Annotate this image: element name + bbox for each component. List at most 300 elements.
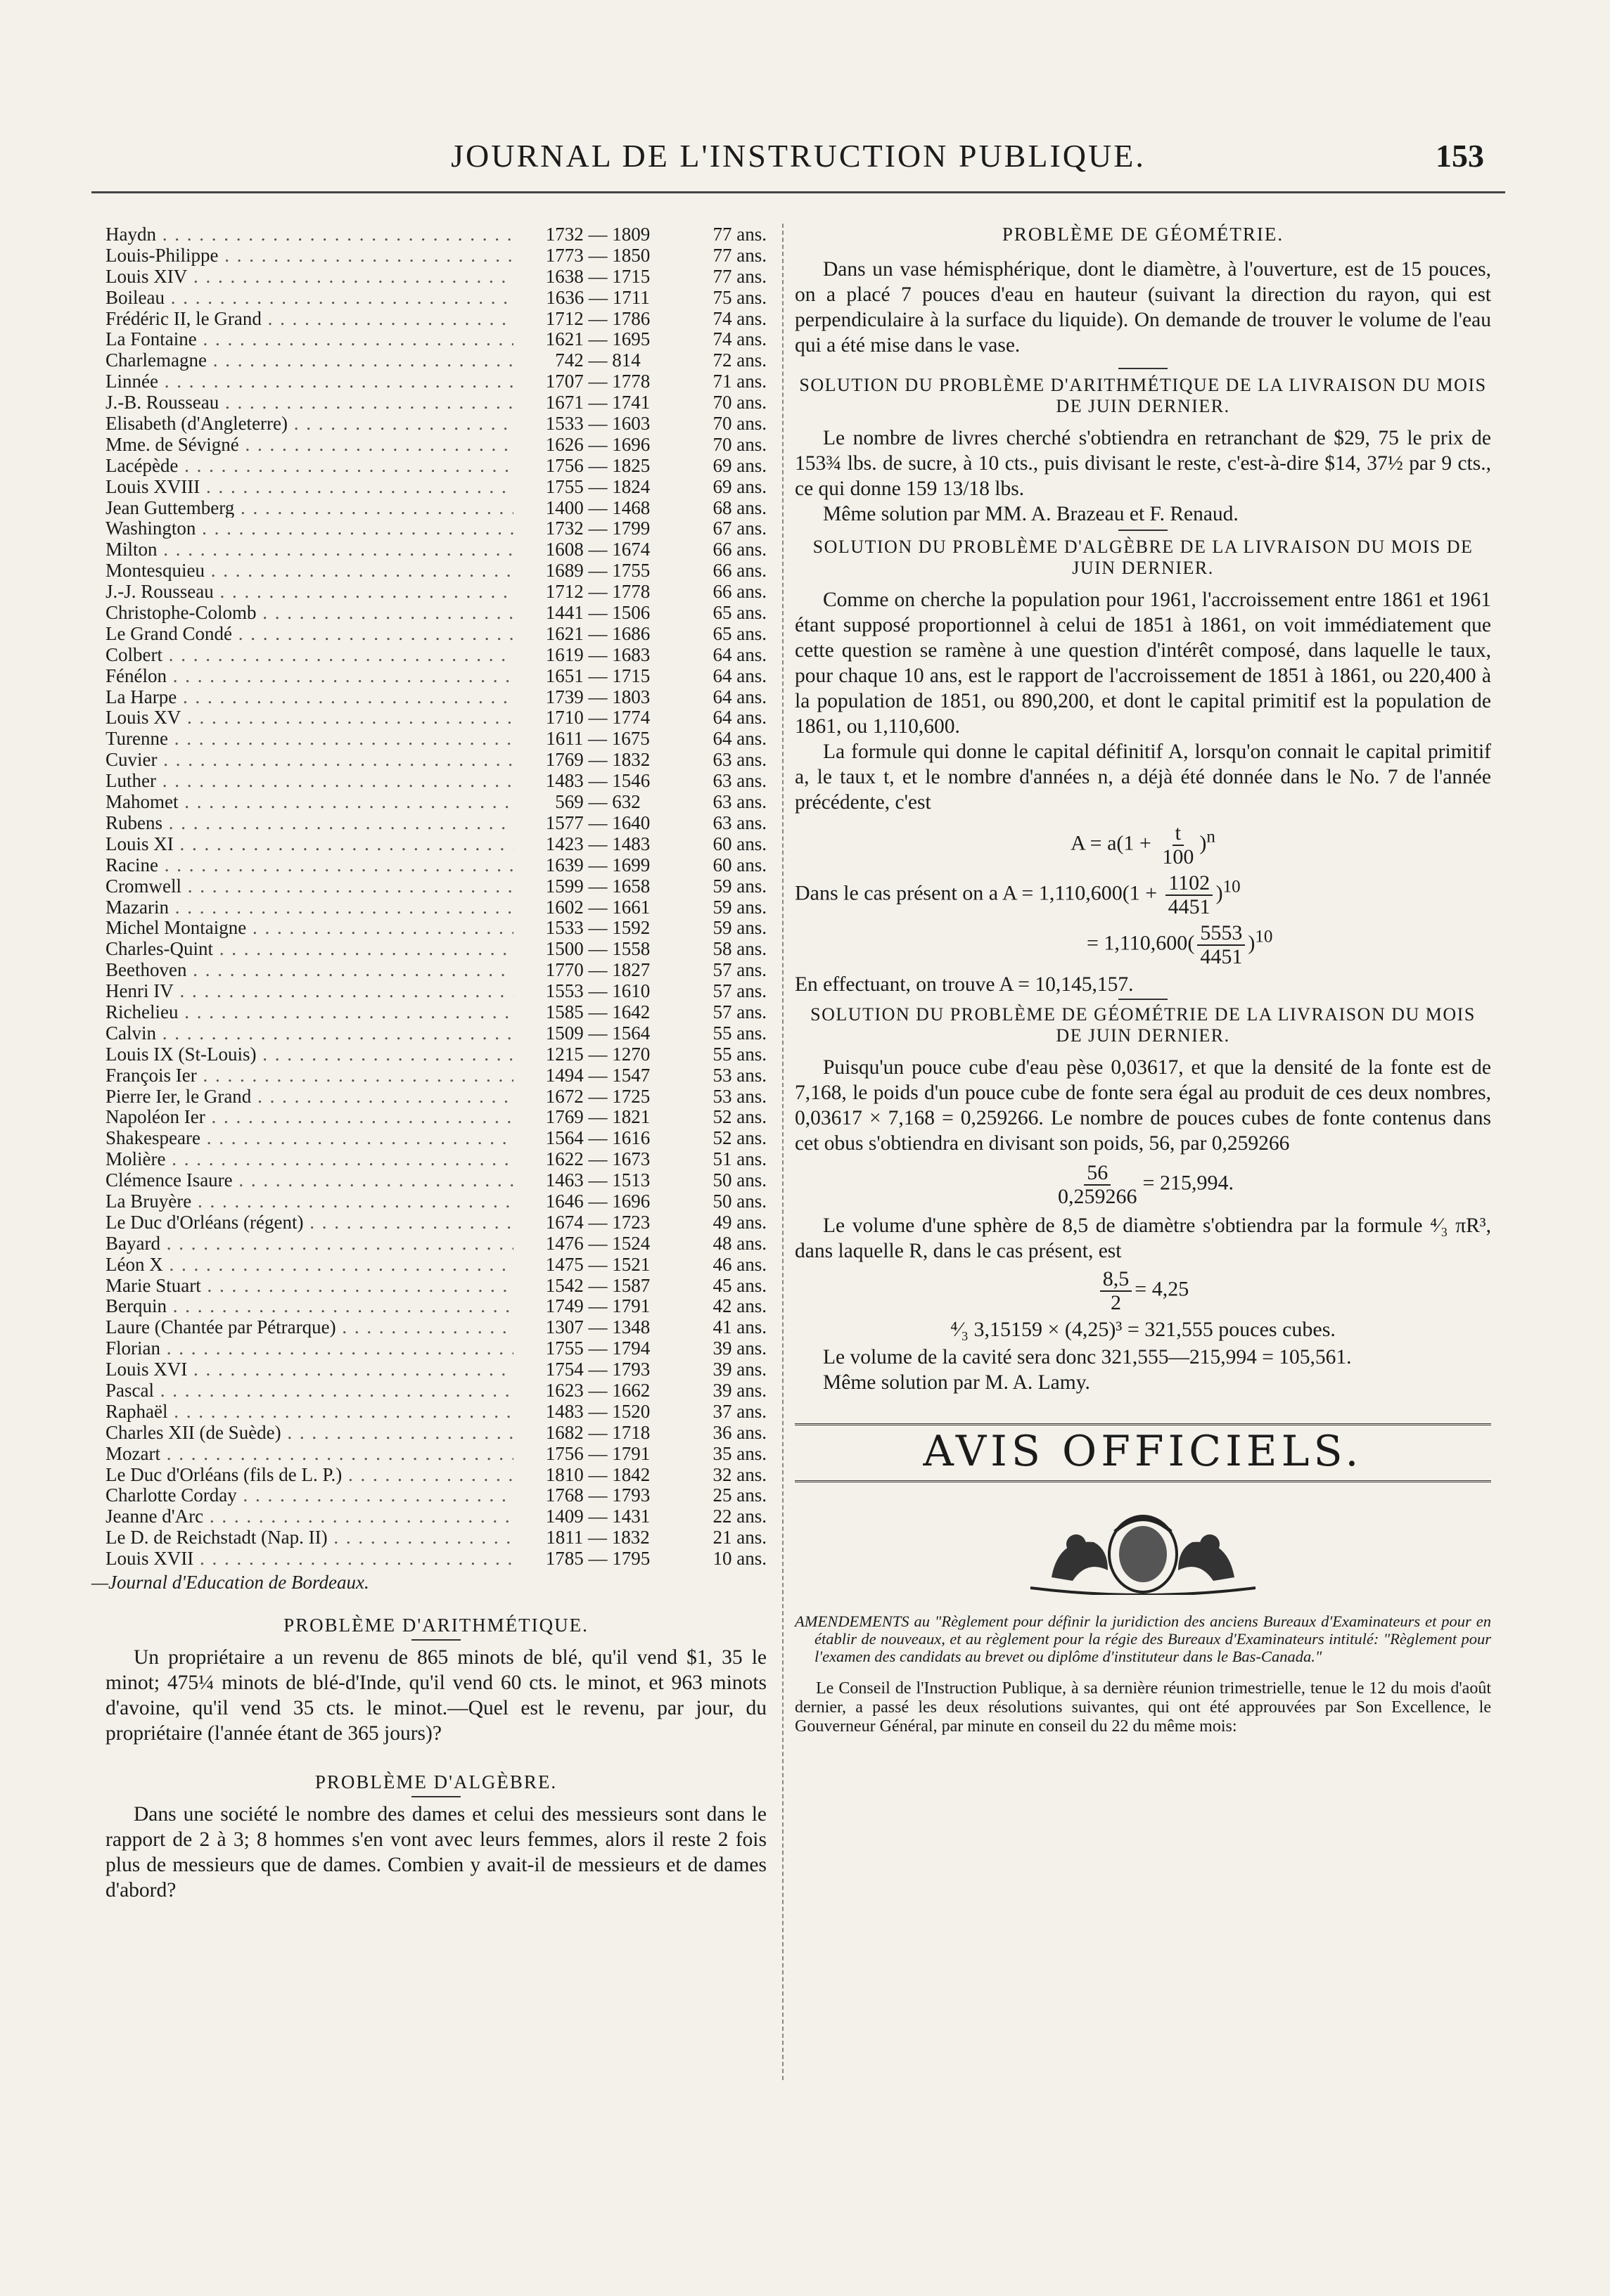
life-years: 1483 — 1520 xyxy=(545,1400,651,1422)
formula-cube-count: $\frac{56}{0,259266}$ = 215,994. xyxy=(1058,1161,1234,1208)
lifespan-source: —Journal d'Education de Bordeaux. xyxy=(91,1572,369,1593)
lifespan-row xyxy=(106,1275,767,1296)
life-years: 1542 — 1587 xyxy=(545,1274,651,1296)
person-name: Florian . . . xyxy=(106,1338,513,1359)
life-years: 1672 — 1725 xyxy=(545,1085,651,1107)
person-name: Christophe-Colomb . . . xyxy=(106,602,513,623)
age-at-death: 58 ans. xyxy=(713,938,767,960)
person-name: Raphaël . . . xyxy=(106,1401,513,1422)
person-name: Luther . . . xyxy=(106,770,513,791)
age-at-death: 77 ans. xyxy=(713,244,767,266)
person-name: La Bruyère . . . xyxy=(106,1191,513,1212)
arithmetic-problem-title: PROBLÈME D'ARITHMÉTIQUE. xyxy=(283,1615,589,1636)
person-name: Berquin . . . xyxy=(106,1295,513,1316)
geometry-solution-text-1: Puisqu'un pouce cube d'eau pèse 0,03617, et que la densité de la fonte est de 7,168, le poids d'un pouce cube de fonte sera égal au produit de ces deux nombres, 0,03617 × 7,168 = 0,259266. Le nombre de pouces cubes de fonte contenus dans cet obus s'obtiendra en divisant son poids, 56, par 0,259266 xyxy=(795,1056,1491,1155)
lifespan-row xyxy=(106,455,767,476)
age-at-death: 66 ans. xyxy=(713,581,767,603)
person-name: Milton . . . xyxy=(106,539,513,560)
person-name: Elisabeth (d'Angleterre) . . . xyxy=(106,413,513,434)
life-years: 1621 — 1686 xyxy=(545,622,651,644)
lifespan-row xyxy=(106,1044,767,1065)
formula-sphere-volume: ⁴⁄₃ 3,15159 × (4,25)³ = 321,555 pouces cubes. xyxy=(950,1318,1336,1341)
age-at-death: 35 ans. xyxy=(713,1442,767,1464)
person-name: Louis XVI . . . xyxy=(106,1359,513,1380)
lifespan-row xyxy=(106,392,767,413)
algebra-solution-text-1: Comme on cherche la population pour 1961, l'accroissement entre 1861 et 1961 étant supposé proportionnel à celui de 1851 à 1861, on voit immédiatement que cette question se ramène à une question d'intérêt composé, dans laquelle le taux, pour chaque 10 ans, est le rapport de l'accroissement de 1851 à 1861, ou 220,400 à la population de 1851, ou 890,200, et dont le capital primitif est la population de 1861, ou 1,110,600. xyxy=(795,589,1491,738)
age-at-death: 10 ans. xyxy=(713,1548,767,1569)
age-at-death: 55 ans. xyxy=(713,1022,767,1044)
lifespan-row xyxy=(106,266,767,287)
lifespan-row xyxy=(106,1548,767,1569)
amendments-notice: AMENDEMENTS au "Règlement pour définir la juridiction des anciens Bureaux d'Examinateurs et pour en établir de nouveaux, et au règlement pour la régie des Bureaux d'Examinateurs intitulé: "Règlement pour l'examen des candidats au brevet ou diplôme d'instituteur dans le Bas-Canada." xyxy=(795,1612,1491,1665)
lifespan-row xyxy=(106,917,767,938)
council-resolution-text: Le Conseil de l'Instruction Publique, à sa dernière réunion trimestrielle, tenue le 12 du mois d'août dernier, a passé les deux résolutions suivantes, qui ont été approuvées par Son Excellence, le Gouverneur Général, par minute en conseil du 22 du même mois: xyxy=(795,1679,1491,1736)
age-at-death: 39 ans. xyxy=(713,1359,767,1380)
life-years: 1623 — 1662 xyxy=(545,1379,651,1401)
person-name: Louis XI . . . xyxy=(106,833,513,854)
person-name: François Ier . . . xyxy=(106,1065,513,1086)
age-at-death: 63 ans. xyxy=(713,749,767,771)
age-at-death: 69 ans. xyxy=(713,475,767,497)
age-at-death: 74 ans. xyxy=(713,328,767,350)
life-years: 1476 — 1524 xyxy=(545,1232,651,1254)
life-years: 1577 — 1640 xyxy=(545,812,651,833)
life-years: 1712 — 1778 xyxy=(545,581,651,603)
person-name: Louis IX (St-Louis) . . . xyxy=(106,1044,513,1065)
person-name: La Harpe . . . xyxy=(106,686,513,707)
life-years: 1463 — 1513 xyxy=(545,1169,651,1191)
person-name: Le Grand Condé . . . xyxy=(106,623,513,644)
age-at-death: 70 ans. xyxy=(713,413,767,434)
age-at-death: 53 ans. xyxy=(713,1064,767,1086)
lifespan-row xyxy=(106,1127,767,1148)
avis-rule-bottom xyxy=(795,1480,1491,1482)
geometry-solution-text-3: Le volume de la cavité sera donc 321,555—215,994 = 105,561. xyxy=(823,1346,1352,1368)
age-at-death: 66 ans. xyxy=(713,539,767,560)
lifespan-row xyxy=(106,1359,767,1380)
header-rule xyxy=(91,191,1505,193)
life-years: 1621 — 1695 xyxy=(545,328,651,350)
age-at-death: 50 ans. xyxy=(713,1190,767,1212)
life-years: 1215 — 1270 xyxy=(545,1043,651,1065)
age-at-death: 42 ans. xyxy=(713,1295,767,1317)
lifespan-row xyxy=(106,644,767,665)
lifespan-row xyxy=(106,1148,767,1169)
algebra-solution-result: En effectuant, on trouve A = 10,145,157. xyxy=(795,973,1134,996)
lifespan-row xyxy=(106,812,767,833)
person-name: Laure (Chantée par Pétrarque) . . . xyxy=(106,1316,513,1338)
person-name: Mazarin . . . xyxy=(106,897,513,918)
person-name: Cromwell . . . xyxy=(106,876,513,897)
life-years: 1671 — 1741 xyxy=(545,392,651,413)
age-at-death: 52 ans. xyxy=(713,1127,767,1149)
life-years: 1773 — 1850 xyxy=(545,244,651,266)
person-name: Linnée . . . xyxy=(106,371,513,392)
person-name: Rubens . . . xyxy=(106,812,513,833)
age-at-death: 50 ans. xyxy=(713,1169,767,1191)
person-name: Louis XV . . . xyxy=(106,707,513,728)
lifespan-row xyxy=(106,728,767,749)
life-years: 1599 — 1658 xyxy=(545,875,651,897)
life-years: 1494 — 1547 xyxy=(545,1064,651,1086)
age-at-death: 74 ans. xyxy=(713,307,767,329)
lifespan-row xyxy=(106,623,767,644)
person-name: Charlemagne . . . xyxy=(106,349,513,371)
age-at-death: 75 ans. xyxy=(713,286,767,308)
algebra-problem-text: Dans une société le nombre des dames et celui des messieurs sont dans le rapport de 2 à 3; 8 hommes s'en vont avec leurs femmes, alors il reste 2 fois plus de messieurs que de dames. Combien y avait-il de messieurs et de dames d'abord? xyxy=(106,1803,767,1901)
person-name: Frédéric II, le Grand . . . xyxy=(106,308,513,329)
age-at-death: 68 ans. xyxy=(713,496,767,518)
section-rule xyxy=(411,1639,461,1641)
person-name: Boileau . . . xyxy=(106,287,513,308)
age-at-death: 63 ans. xyxy=(713,770,767,792)
age-at-death: 77 ans. xyxy=(713,265,767,287)
life-years: 569 — 632 xyxy=(555,791,641,812)
lifespan-row xyxy=(106,707,767,728)
lifespan-row xyxy=(106,1401,767,1422)
age-at-death: 48 ans. xyxy=(713,1232,767,1254)
lifespan-row xyxy=(106,518,767,539)
lifespan-row xyxy=(106,1464,767,1485)
age-at-death: 66 ans. xyxy=(713,560,767,582)
formula-radius: $\frac{8,5}{2}$ = 4,25 xyxy=(795,1268,1491,1314)
life-years: 1674 — 1723 xyxy=(545,1211,651,1233)
age-at-death: 39 ans. xyxy=(713,1379,767,1401)
person-name: Colbert . . . xyxy=(106,644,513,665)
life-years: 1409 — 1431 xyxy=(545,1506,651,1527)
age-at-death: 64 ans. xyxy=(713,665,767,686)
lifespan-row xyxy=(106,686,767,707)
person-name: J.-B. Rousseau . . . xyxy=(106,392,513,413)
section-rule xyxy=(1118,530,1168,531)
age-at-death: 64 ans. xyxy=(713,728,767,750)
person-name: Le Duc d'Orléans (régent) . . . xyxy=(106,1212,513,1233)
algebra-solution-text-2: La formule qui donne le capital définitif A, lorsqu'on connait le capital primitif a, le taux t, et le nombre d'années n, a déjà été donnée dans le No. 7 de l'année précédente, c'est xyxy=(795,740,1491,814)
lifespan-row xyxy=(106,897,767,918)
lifespan-row xyxy=(106,497,767,518)
life-years: 1500 — 1558 xyxy=(545,938,651,960)
life-years: 1754 — 1793 xyxy=(545,1359,651,1380)
person-name: Henri IV . . . xyxy=(106,980,513,1001)
life-years: 742 — 814 xyxy=(555,349,641,371)
age-at-death: 65 ans. xyxy=(713,622,767,644)
avis-officiels-heading: AVIS OFFICIELS. xyxy=(923,1427,1363,1476)
age-at-death: 41 ans. xyxy=(713,1316,767,1338)
lifespan-row xyxy=(106,1254,767,1275)
lifespan-row xyxy=(106,791,767,812)
algebra-solution-title: SOLUTION DU PROBLÈME D'ALGÈBRE DE LA LIVRAISON DU MOIS DE JUIN DERNIER. xyxy=(812,537,1474,578)
arithmetic-solution-title: SOLUTION DU PROBLÈME D'ARITHMÉTIQUE DE LA LIVRAISON DU MOIS DE JUIN DERNIER. xyxy=(799,375,1487,416)
life-years: 1608 — 1674 xyxy=(545,539,651,560)
age-at-death: 59 ans. xyxy=(713,917,767,939)
age-at-death: 59 ans. xyxy=(713,875,767,897)
life-years: 1785 — 1795 xyxy=(545,1548,651,1569)
life-years: 1533 — 1603 xyxy=(545,413,651,434)
column-divider xyxy=(782,224,784,2080)
life-years: 1509 — 1564 xyxy=(545,1022,651,1044)
age-at-death: 60 ans. xyxy=(713,854,767,876)
lifespan-row xyxy=(106,328,767,349)
person-name: Fénélon . . . xyxy=(106,665,513,686)
life-years: 1755 — 1794 xyxy=(545,1338,651,1359)
right-column xyxy=(795,224,1491,1736)
life-years: 1475 — 1521 xyxy=(545,1253,651,1275)
age-at-death: 77 ans. xyxy=(713,224,767,245)
lifespan-row xyxy=(106,770,767,791)
lifespan-row xyxy=(106,224,767,245)
journal-title: JOURNAL DE L'INSTRUCTION PUBLIQUE. xyxy=(451,138,1146,174)
person-name: Charlotte Corday . . . xyxy=(106,1484,513,1506)
age-at-death: 64 ans. xyxy=(713,643,767,665)
lifespan-row xyxy=(106,413,767,434)
age-at-death: 63 ans. xyxy=(713,791,767,812)
life-years: 1651 — 1715 xyxy=(545,665,651,686)
lifespan-row xyxy=(106,1022,767,1044)
person-name: Bayard . . . xyxy=(106,1233,513,1254)
section-rule xyxy=(1118,999,1168,1000)
life-years: 1712 — 1786 xyxy=(545,307,651,329)
lifespan-row xyxy=(106,749,767,770)
lifespan-row xyxy=(106,1422,767,1443)
life-years: 1441 — 1506 xyxy=(545,602,651,623)
life-years: 1739 — 1803 xyxy=(545,686,651,707)
person-name: Turenne . . . xyxy=(106,728,513,749)
age-at-death: 64 ans. xyxy=(713,707,767,729)
age-at-death: 70 ans. xyxy=(713,433,767,455)
running-header xyxy=(91,137,1505,186)
lifespan-row xyxy=(106,245,767,266)
lifespan-row xyxy=(106,1169,767,1191)
age-at-death: 57 ans. xyxy=(713,1001,767,1022)
person-name: Richelieu . . . xyxy=(106,1001,513,1022)
lifespan-row xyxy=(106,1212,767,1233)
geometry-solution-title: SOLUTION DU PROBLÈME DE GÉOMÉTRIE DE LA LIVRAISON DU MOIS DE JUIN DERNIER. xyxy=(810,1004,1476,1046)
person-name: Le D. de Reichstadt (Nap. II) . . . xyxy=(106,1527,513,1548)
lifespan-row xyxy=(106,833,767,854)
lifespan-row xyxy=(106,560,767,581)
age-at-death: 72 ans. xyxy=(713,349,767,371)
lifespan-row xyxy=(106,1338,767,1359)
person-name: Louis-Philippe . . . xyxy=(106,245,513,266)
age-at-death: 39 ans. xyxy=(713,1338,767,1359)
person-name: Pascal . . . xyxy=(106,1380,513,1401)
person-name: Shakespeare . . . xyxy=(106,1127,513,1148)
lifespan-row xyxy=(106,476,767,497)
lifespan-row xyxy=(106,1527,767,1548)
life-years: 1602 — 1661 xyxy=(545,896,651,918)
lifespan-row xyxy=(106,539,767,560)
age-at-death: 37 ans. xyxy=(713,1400,767,1422)
lifespan-row xyxy=(106,876,767,897)
age-at-death: 49 ans. xyxy=(713,1211,767,1233)
lifespan-row xyxy=(106,602,767,623)
age-at-death: 57 ans. xyxy=(713,980,767,1001)
person-name: J.-J. Rousseau . . . xyxy=(106,581,513,602)
life-years: 1682 — 1718 xyxy=(545,1421,651,1443)
age-at-death: 55 ans. xyxy=(713,1043,767,1065)
life-years: 1646 — 1696 xyxy=(545,1190,651,1212)
person-name: Mme. de Sévigné . . . xyxy=(106,434,513,455)
lifespan-row xyxy=(106,854,767,876)
age-at-death: 60 ans. xyxy=(713,833,767,854)
life-years: 1811 — 1832 xyxy=(546,1527,650,1548)
person-name: Cuvier . . . xyxy=(106,749,513,770)
life-years: 1707 — 1778 xyxy=(545,371,651,392)
lifespan-row xyxy=(106,581,767,602)
age-at-death: 21 ans. xyxy=(713,1527,767,1548)
life-years: 1769 — 1821 xyxy=(545,1106,651,1128)
age-at-death: 59 ans. xyxy=(713,896,767,918)
age-at-death: 63 ans. xyxy=(713,812,767,833)
person-name: Léon X . . . xyxy=(106,1254,513,1275)
lifespan-row xyxy=(106,1295,767,1316)
life-years: 1423 — 1483 xyxy=(545,833,651,854)
age-at-death: 70 ans. xyxy=(713,392,767,413)
person-name: Lacépède . . . xyxy=(106,455,513,476)
life-years: 1755 — 1824 xyxy=(545,475,651,497)
geometry-solution-text-2: Le volume d'une sphère de 8,5 de diamètre s'obtiendra par la formule ⁴⁄₃ πR³, dans laquelle R, dans le cas présent, est xyxy=(795,1214,1491,1262)
life-years: 1636 — 1711 xyxy=(546,286,650,308)
section-rule xyxy=(411,1796,461,1797)
life-years: 1564 — 1616 xyxy=(545,1127,651,1149)
person-name: Clémence Isaure . . . xyxy=(106,1169,513,1191)
geometry-problem-title: PROBLÈME DE GÉOMÉTRIE. xyxy=(1002,224,1284,245)
life-years: 1710 — 1774 xyxy=(545,707,651,729)
age-at-death: 46 ans. xyxy=(713,1253,767,1275)
lifespan-row xyxy=(106,1065,767,1086)
lifespan-row xyxy=(106,1191,767,1212)
lifespan-row xyxy=(106,1380,767,1401)
life-years: 1626 — 1696 xyxy=(545,433,651,455)
person-name: Montesquieu . . . xyxy=(106,560,513,581)
person-name: Calvin . . . xyxy=(106,1022,513,1044)
lifespan-row xyxy=(106,1316,767,1338)
person-name: Beethoven . . . xyxy=(106,959,513,980)
age-at-death: 71 ans. xyxy=(713,371,767,392)
age-at-death: 53 ans. xyxy=(713,1085,767,1107)
person-name: Charles-Quint . . . xyxy=(106,938,513,959)
life-years: 1756 — 1825 xyxy=(545,454,651,476)
algebra-problem-title: PROBLÈME D'ALGÈBRE. xyxy=(314,1771,558,1792)
lifespan-row xyxy=(106,1233,767,1254)
geometry-problem-text: Dans un vase hémisphérique, dont le diamètre, à l'ouverture, est de 15 pouces, on a placé 7 pouces d'eau en hauteur (suivant la direction du rayon, qui est perpendiculaire à la surface du liquide). On demande de trouver le volume de l'eau qui a été mise dans le vase. xyxy=(795,258,1491,357)
life-years: 1307 — 1348 xyxy=(545,1316,651,1338)
lifespan-row xyxy=(106,287,767,308)
life-years: 1749 — 1791 xyxy=(545,1295,651,1317)
person-name: Louis XVIII . . . xyxy=(106,476,513,497)
section-rule xyxy=(1118,368,1168,369)
formula-lhs: A = a xyxy=(1071,831,1117,855)
person-name: Pierre Ier, le Grand . . . xyxy=(106,1086,513,1107)
life-years: 1638 — 1715 xyxy=(545,265,651,287)
lifespan-row xyxy=(106,980,767,1001)
age-at-death: 52 ans. xyxy=(713,1106,767,1128)
age-at-death: 32 ans. xyxy=(713,1463,767,1485)
age-at-death: 69 ans. xyxy=(713,454,767,476)
formula-simplified: = 1,110,600( $\frac{5553}{4451}$ )$^{10}$ xyxy=(1087,921,1273,968)
lifespan-row xyxy=(106,938,767,959)
person-name: Molière . . . xyxy=(106,1148,513,1169)
lifespan-row xyxy=(106,1506,767,1527)
person-name: Michel Montaigne . . . xyxy=(106,917,513,938)
lifespan-row xyxy=(106,1001,767,1022)
coat-of-arms-icon xyxy=(1009,1511,1277,1595)
person-name: Napoléon Ier . . . xyxy=(106,1106,513,1127)
person-name: Jeanne d'Arc . . . xyxy=(106,1506,513,1527)
life-years: 1533 — 1592 xyxy=(545,917,651,939)
person-name: Mahomet . . . xyxy=(106,791,513,812)
person-name: Le Duc d'Orléans (fils de L. P.) . . . xyxy=(106,1464,513,1485)
age-at-death: 67 ans. xyxy=(713,518,767,539)
life-years: 1619 — 1683 xyxy=(545,643,651,665)
page-number: 153 xyxy=(1436,138,1484,174)
arithmetic-problem-text: Un propriétaire a un revenu de 865 minots de blé, qu'il vend $1, 35 le minot; 475¼ minots de blé-d'Inde, qu'il vend 60 cts. le minot, et 963 minots d'avoine, qu'il vend 35 cts. le minot.—Quel est le revenu, par jour, du propriétaire (l'année étant de 365 jours)? xyxy=(106,1646,767,1745)
age-at-death: 57 ans. xyxy=(713,959,767,981)
life-years: 1400 — 1468 xyxy=(545,496,651,518)
age-at-death: 22 ans. xyxy=(713,1506,767,1527)
arithmetic-solution-text: Le nombre de livres cherché s'obtiendra en retranchant de $29, 75 le prix de 153¾ lbs. de sucre, à 10 cts., puis divisant le reste, c'est-à-dire $14, 37½ par 9 cts., ce qui donne 159 13/18 lbs. xyxy=(795,427,1491,500)
geometry-solution-credit: Même solution par M. A. Lamy. xyxy=(823,1371,1090,1394)
person-name: Charles XII (de Suède) . . . xyxy=(106,1422,513,1443)
coat-of-arms-emblem xyxy=(795,1511,1491,1598)
life-years: 1769 — 1832 xyxy=(545,749,651,771)
age-at-death: 64 ans. xyxy=(713,686,767,707)
formula-fraction: $\frac{t}{100}$ xyxy=(1162,821,1194,868)
lifespan-row xyxy=(106,665,767,686)
lifespan-row xyxy=(106,1484,767,1506)
lifespan-row xyxy=(106,1086,767,1107)
life-years: 1611 — 1675 xyxy=(546,728,650,750)
left-column xyxy=(91,224,767,1903)
life-years: 1689 — 1755 xyxy=(545,560,651,582)
age-at-death: 36 ans. xyxy=(713,1421,767,1443)
age-at-death: 25 ans. xyxy=(713,1484,767,1506)
person-name: Racine . . . xyxy=(106,854,513,876)
arithmetic-solution-credit: Même solution par MM. A. Brazeau et F. Renaud. xyxy=(823,503,1239,525)
lifespan-row xyxy=(106,308,767,329)
age-at-death: 45 ans. xyxy=(713,1274,767,1296)
life-years: 1483 — 1546 xyxy=(545,770,651,792)
life-years: 1768 — 1793 xyxy=(545,1484,651,1506)
life-years: 1810 — 1842 xyxy=(545,1463,651,1485)
lifespan-row xyxy=(106,349,767,371)
life-years: 1639 — 1699 xyxy=(545,854,651,876)
person-name: Jean Guttemberg . . . xyxy=(106,497,513,518)
lifespan-row xyxy=(106,434,767,455)
formula-present-case: Dans le cas présent on a A = 1,110,600(1 + $\frac{1102}{4451}$ )$^{10}$ xyxy=(795,871,1241,918)
age-at-death: 65 ans. xyxy=(713,602,767,623)
life-years: 1732 — 1799 xyxy=(545,518,651,539)
lifespan-row xyxy=(106,371,767,392)
lifespan-row xyxy=(106,1106,767,1127)
life-years: 1585 — 1642 xyxy=(545,1001,651,1022)
person-name: Mozart . . . xyxy=(106,1443,513,1464)
life-years: 1622 — 1673 xyxy=(545,1148,651,1170)
person-name: Louis XVII . . . xyxy=(106,1548,513,1569)
life-years: 1553 — 1610 xyxy=(545,980,651,1001)
person-name: La Fontaine . . . xyxy=(106,328,513,349)
lifespan-row xyxy=(106,1443,767,1464)
life-years: 1732 — 1809 xyxy=(545,224,651,245)
lifespan-list xyxy=(106,224,767,1569)
lifespan-row xyxy=(106,959,767,980)
person-name: Louis XIV . . . xyxy=(106,266,513,287)
life-years: 1756 — 1791 xyxy=(545,1442,651,1464)
life-years: 1770 — 1827 xyxy=(545,959,651,981)
person-name: Washington . . . xyxy=(106,518,513,539)
age-at-death: 51 ans. xyxy=(713,1148,767,1170)
person-name: Marie Stuart . . . xyxy=(106,1275,513,1296)
